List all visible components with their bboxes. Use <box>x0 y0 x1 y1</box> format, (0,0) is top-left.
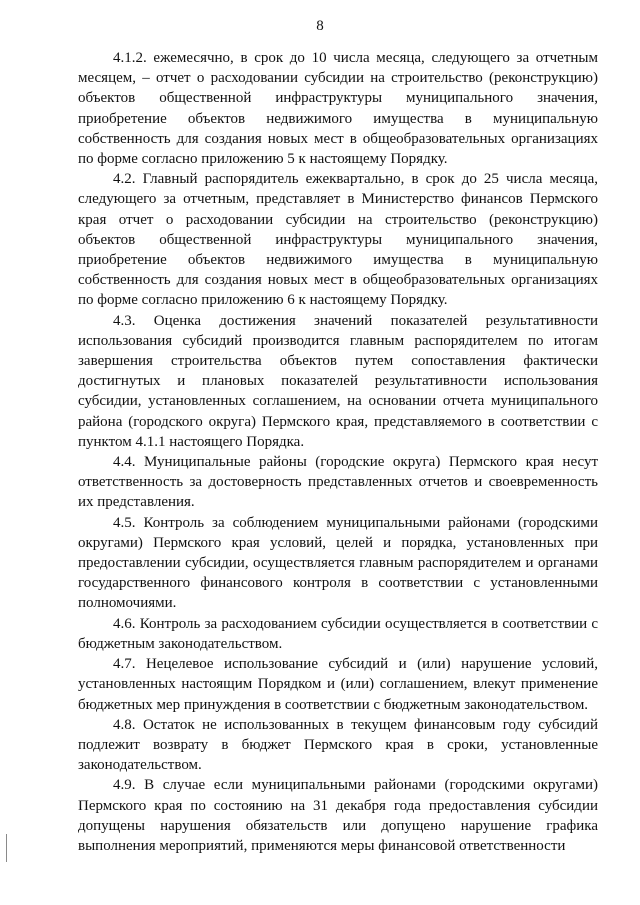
document-body <box>78 48 598 856</box>
paragraph-4-1-2: 4.1.2. ежемесячно, в срок до 10 числа месяца, следующего за отчетным месяцем, – отчет о расходовании субсидии на строительство (реконструкцию) объектов общественной инфраструктуры муниципального значения, приобретение объектов недвижимого имущества в муниципальную собственность для создания новых мест в общеобразовательных организациях по форме согласно приложению 5 к настоящему Порядку. <box>78 50 598 168</box>
paragraph-4-2: 4.2. Главный распорядитель ежеквартально, в срок до 25 числа месяца, следующего за отчетным, представляет в Министерство финансов Пермского края отчет о расходовании субсидии на строительство (реконструкцию) объектов общественной инфраструктуры муниципального значения, приобретение объектов недвижимого имущества в муниципальную собственность для создания новых мест в общеобразовательных организациях по форме согласно приложению 6 к настоящему Порядку. <box>78 171 598 309</box>
paragraph-4-6: 4.6. Контроль за расходованием субсидии осуществляется в соответствии с бюджетным законодательством. <box>78 615 598 652</box>
paragraph-4-7: 4.7. Нецелевое использование субсидий и (или) нарушение условий, установленных настоящим Порядком и (или) соглашением, влекут применение бюджетных мер принуждения в соответствии с бюджетным законодательством. <box>78 656 598 713</box>
paragraph-4-3: 4.3. Оценка достижения значений показателей результативности использования субсидий производится главным распорядителем по итогам завершения строительства объектов путем сопоставления фактически достигнутых и плановых показателей результативности использования субсидии, установленных соглашением, на основании отчета муниципального района (городского округа) Пермского края, представляемого в соответствии с пунктом 4.1.1 настоящего Порядка. <box>78 312 598 450</box>
page-number: 8 <box>316 18 324 34</box>
paragraph-4-9: 4.9. В случае если муниципальными районами (городскими округами) Пермского края по состоянию на 31 декабря года предоставления субсидии допущены нарушения обязательств или допущено нарушение графика выполнения мероприятий, применяются меры финансовой ответственности <box>78 777 598 854</box>
paragraph-4-8: 4.8. Остаток не использованных в текущем финансовым году субсидий подлежит возврату в бюджет Пермского края в сроки, установленные законодательством. <box>78 716 598 774</box>
scan-edge-mark <box>6 834 7 862</box>
paragraph-4-5: 4.5. Контроль за соблюдением муниципальными районами (городскими округами) Пермского края условий, целей и порядка, установленных при предоставлении субсидии, осуществляется главным распорядителем и органами государственного финансового контроля в соответствии с установленными полномочиями. <box>78 514 598 612</box>
paragraph-4-4: 4.4. Муниципальные районы (городские округа) Пермского края несут ответственность за достоверность представленных отчетов и своевременность их представления. <box>78 454 598 511</box>
